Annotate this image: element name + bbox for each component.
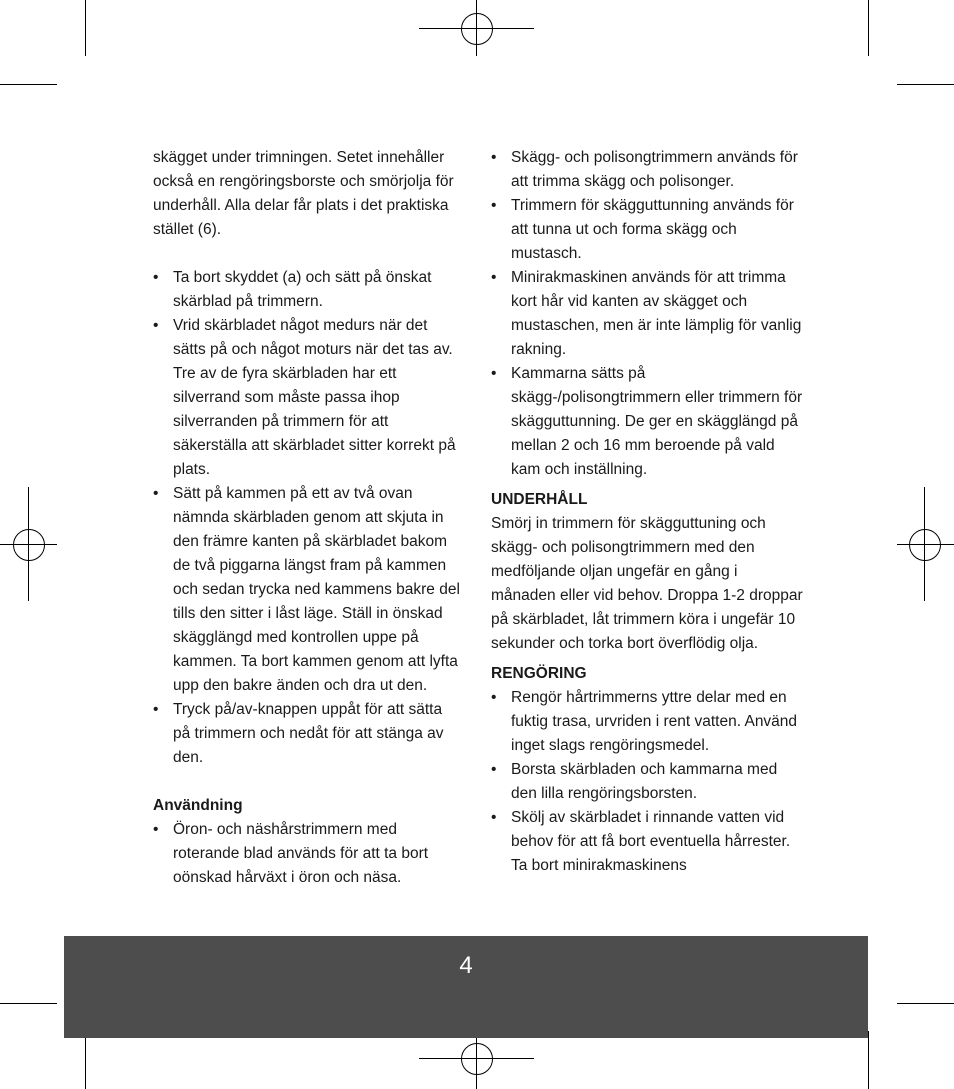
page-number: 4 [459, 952, 473, 979]
setup-steps-list [153, 266, 463, 770]
usage-list-left [153, 818, 463, 890]
bullet-icon: • [491, 761, 497, 778]
crop-mark-top-left-horizontal [0, 84, 57, 85]
bullet-icon: • [491, 365, 497, 382]
list-item-text: Minirakmaskinen används för att trimma kort hår vid kanten av skägget och mustaschen, men är inte lämplig för vanlig rakning. [511, 269, 802, 358]
bullet-icon: • [153, 821, 159, 838]
bullet-icon: • [153, 317, 159, 334]
list-item-text: Skägg- och polisongtrimmern används för att trimma skägg och polisonger. [511, 149, 798, 190]
list-item-text: Tryck på/av-knappen uppåt för att sätta på trimmern och nedåt för att stänga av den. [173, 701, 444, 766]
crop-mark-bottom-left-horizontal [0, 1003, 57, 1004]
list-item [491, 758, 806, 806]
bullet-icon: • [491, 809, 497, 826]
list-item [491, 266, 806, 362]
list-item [491, 146, 806, 194]
crop-mark-bottom-left-vertical [85, 1031, 86, 1089]
list-item-text: Ta bort skyddet (a) och sätt på önskat skärblad på trimmern. [173, 269, 432, 310]
bullet-icon: • [491, 149, 497, 166]
list-item-text: Rengör hårtrimmerns yttre delar med en fuktig trasa, urvriden i rent vatten. Använd inget slags rengöringsmedel. [511, 689, 798, 754]
bullet-icon: • [153, 269, 159, 286]
list-item-text: Skölj av skärbladet i rinnande vatten vid behov för att få bort eventuella hårrester. Ta bort minirakmaskinens [511, 809, 791, 874]
crop-mark-bottom-right-horizontal [897, 1003, 954, 1004]
crop-mark-bottom-right-vertical [868, 1031, 869, 1089]
list-item [491, 806, 806, 878]
list-item-text: Vrid skärbladet något medurs när det sätts på och något moturs när det tas av. Tre av de fyra skärbladen har ett silverrand som måste passa ihop silverranden på trimmern för att säkerställa att skärbladet sitter korrekt på plats. [173, 317, 456, 478]
bullet-icon: • [491, 689, 497, 706]
bullet-icon: • [153, 701, 159, 718]
list-item [153, 266, 463, 314]
list-item-text: Trimmern för skägguttunning används för att tunna ut och forma skägg och mustasch. [511, 197, 794, 262]
bullet-icon: • [491, 197, 497, 214]
list-item [153, 818, 463, 890]
bullet-icon: • [491, 269, 497, 286]
list-item [491, 362, 806, 482]
list-item-text: Öron- och näshårstrimmern med roterande blad används för att ta bort oönskad hårväxt i öron och näsa. [173, 821, 429, 886]
cleaning-heading: RENGÖRING [491, 665, 587, 682]
list-item-text: Kammarna sätts på skägg-/polisongtrimmern eller trimmern för skägguttunning. De ger en skägglängd på mellan 2 och 16 mm beroende på vald kam och inställning. [511, 365, 803, 478]
usage-heading: Användning [153, 797, 243, 814]
right-column [491, 146, 806, 878]
crop-mark-top-right-horizontal [897, 84, 954, 85]
left-column [153, 146, 463, 890]
list-item [153, 698, 463, 770]
list-item [491, 686, 806, 758]
usage-list-right [491, 146, 806, 482]
bullet-icon: • [153, 485, 159, 502]
crop-mark-top-right-vertical [868, 0, 869, 56]
crop-mark-top-left-vertical [85, 0, 86, 56]
list-item-text: Sätt på kammen på ett av två ovan nämnda skärbladen genom att skjuta in den främre kanten på skärbladet bakom de två piggarna längst fram på kammen och sedan trycka ned kammens bakre del tills den sitter i låst läge. Ställ in önskad skägglängd med kontrollen uppe på kammen. Ta bort kammen genom att lyfta upp den bakre änden och dra ut den. [173, 485, 460, 694]
list-item [491, 194, 806, 266]
cleaning-list [491, 686, 806, 878]
maintenance-heading: UNDERHÅLL [491, 491, 588, 508]
maintenance-paragraph: Smörj in trimmern för skägguttuning och skägg- och polisongtrimmern med den medföljande oljan ungefär en gång i månaden eller vid behov. Droppa 1-2 droppar på skärbladet, låt trimmern köra i ungefär 10 sekunder och torka bort överflödig olja. [491, 515, 803, 652]
footer-band [64, 936, 868, 1038]
intro-paragraph: skägget under trimningen. Setet innehåller också en rengöringsborste och smörjolja för underhåll. Alla delar får plats i det praktiska stället (6). [153, 149, 454, 238]
list-item [153, 314, 463, 482]
list-item [153, 482, 463, 698]
list-item-text: Borsta skärbladen och kammarna med den lilla rengöringsborsten. [511, 761, 778, 802]
